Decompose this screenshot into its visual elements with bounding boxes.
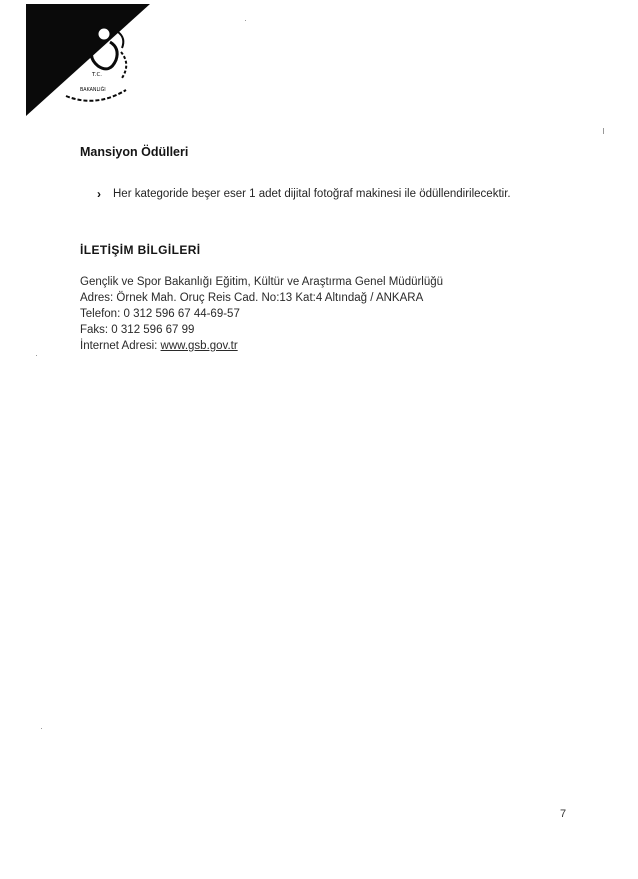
scan-speck [245,20,246,21]
contact-web-label: İnternet Adresi: [80,340,161,352]
logo-text-line1: T.C. [92,72,103,78]
awards-title: Mansiyon Ödülleri [80,145,189,159]
scan-speck [36,355,37,356]
ministry-logo [26,4,150,116]
scan-speck [41,728,42,729]
awards-list-item [97,187,511,201]
logo-text-line3: BAKANLIĞI [80,88,106,93]
contact-address: Adres: Örnek Mah. Oruç Reis Cad. No:13 Kat:4 Altındağ / ANKARA [80,292,424,304]
logo-corner-triangle [26,4,150,116]
page-number: 7 [560,808,567,820]
contact-web-line [80,338,443,354]
contact-phone: Telefon: 0 312 596 67 44-69-57 [80,308,240,320]
contact-organization: Gençlik ve Spor Bakanlığı Eğitim, Kültür ve Araştırma Genel Müdürlüğü [80,276,444,288]
chevron-right-icon: › [97,187,101,201]
contact-block [80,274,443,354]
awards-item-text: Her kategoride beşer eser 1 adet dijital fotoğraf makinesi ile ödüllendirilecektir. [113,188,511,200]
contact-fax: Faks: 0 312 596 67 99 [80,324,195,336]
logo-text-line2: GENÇLİK VE SPOR [70,81,114,86]
scan-speck [603,128,604,134]
contact-title: İLETİŞİM BİLGİLERİ [80,243,201,257]
contact-web-link[interactable]: www.gsb.gov.tr [160,340,238,352]
